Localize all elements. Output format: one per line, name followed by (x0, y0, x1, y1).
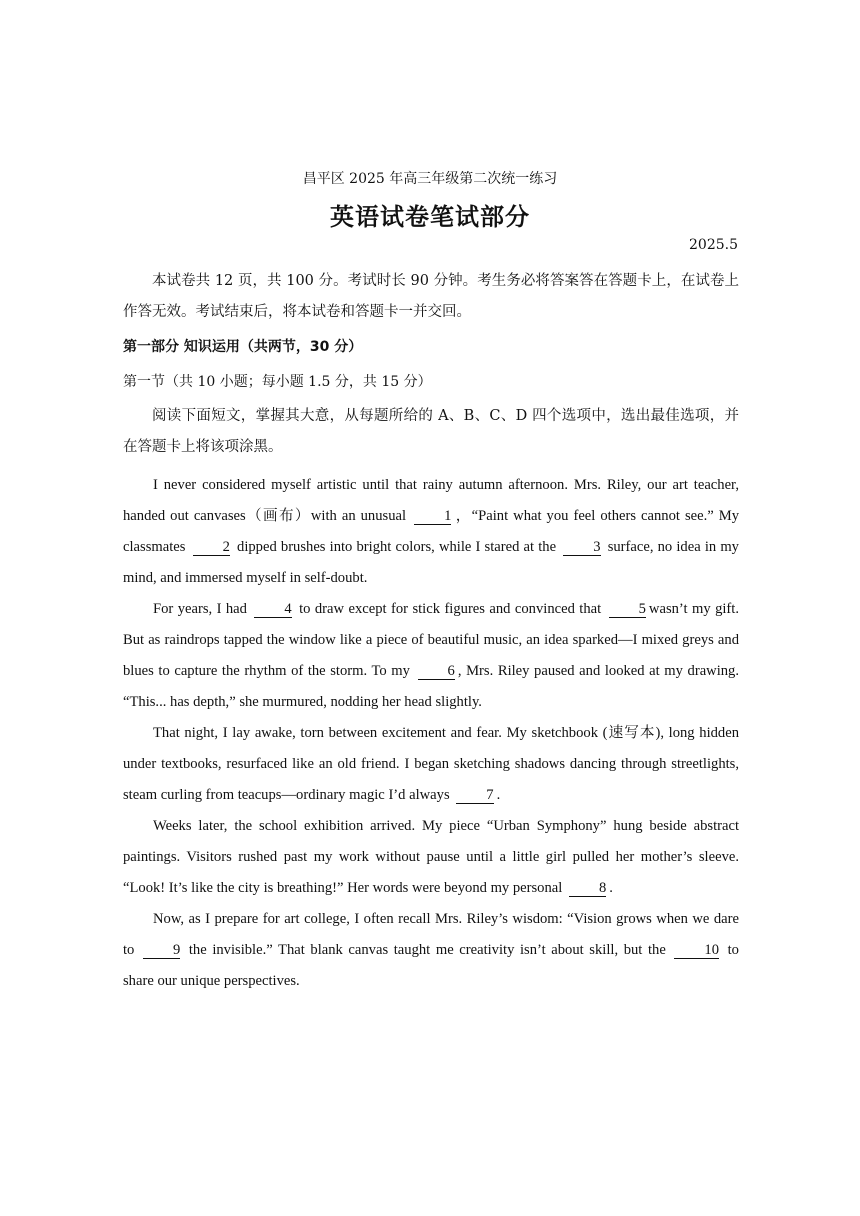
section1-instruction: 阅读下面短文，掌握其大意，从每题所给的 A、B、C、D 四个选项中，选出最佳选项，并在答题卡上将该项涂黑。 (123, 408, 739, 455)
exam-date: 2025.5 (689, 237, 738, 253)
passage-text: . (496, 787, 501, 803)
cloze-blank-8: 8 (569, 880, 606, 897)
passage-text: the invisible.” That blank canvas taught me creativity isn’t about skill, but the (188, 942, 666, 958)
cloze-blank-5: 5 (609, 601, 646, 618)
passage-text: ，“Paint what you feel others cannot see.” My classmates (123, 508, 739, 555)
cloze-passage (123, 470, 739, 997)
cloze-blank-6: 6 (418, 663, 455, 680)
passage-paragraph-4 (123, 811, 739, 904)
passage-text: to share our unique perspectives. (123, 942, 739, 989)
exam-subtitle: 昌平区 2025 年高三年级第二次统一练习 (302, 171, 558, 187)
passage-text: For years, I had (153, 601, 247, 617)
cloze-blank-2: 2 (193, 539, 230, 556)
cloze-blank-9: 9 (143, 942, 180, 959)
exam-intro: 本试卷共 12 页，共 100 分。考试时长 90 分钟。考生务必将答案答在答题卡上，在试卷上作答无效。考试结束后，将本试卷和答题卡一并交回。 (123, 273, 739, 320)
section1-heading: 第一节（共 10 小题；每小题 1.5 分，共 15 分） (123, 374, 432, 390)
cloze-blank-4: 4 (254, 601, 291, 618)
passage-text: , Mrs. Riley paused and looked at my drawing. “This... has depth,” she murmured, nodding her head slightly. (123, 663, 740, 710)
passage-text: wasn’t my gift. But as raindrops tapped the window like a piece of beautiful music, an idea sparked—I mixed greys and blues to capture the rhythm of the storm. To my (123, 601, 739, 679)
cloze-blank-1: 1 (414, 508, 451, 525)
passage-text: dipped brushes into bright colors, while I stared at the (237, 539, 557, 555)
passage-paragraph-1 (123, 470, 739, 594)
passage-text: to draw except for stick figures and convinced that (299, 601, 602, 617)
passage-text: Weeks later, the school exhibition arrived. My piece “Urban Symphony” hung beside abstract paintings. Visitors rushed past my work without pause until a little girl pulled her mother’s sleeve. “Look! It’s like the city is breathing!” Her words were beyond my personal (123, 818, 739, 896)
passage-text: That night, I lay awake, torn between excitement and fear. My sketchbook (速写本), long hidden under textbooks, resurfaced like an old friend. I began sketching shadows dancing through streetlights, steam curling from teacups—ordinary magic I’d always (123, 725, 739, 803)
passage-text: surface, no idea in my mind, and immersed myself in self-doubt. (123, 539, 739, 586)
exam-title: 英语试卷笔试部分 (330, 203, 530, 231)
passage-paragraph-2 (123, 594, 739, 718)
passage-paragraph-5 (123, 904, 739, 997)
passage-text: I never considered myself artistic until that rainy autumn afternoon. Mrs. Riley, our art teacher, handed out canvases（画布）with an unusual (123, 477, 739, 524)
passage-paragraph-3 (123, 718, 739, 811)
cloze-blank-7: 7 (456, 787, 493, 804)
part1-heading: 第一部分 知识运用（共两节，30 分） (123, 339, 363, 355)
passage-text: Now, as I prepare for art college, I often recall Mrs. Riley’s wisdom: “Vision grows when we dare to (123, 911, 739, 958)
cloze-blank-3: 3 (563, 539, 600, 556)
passage-text: . (609, 880, 613, 896)
cloze-blank-10: 10 (674, 942, 719, 959)
